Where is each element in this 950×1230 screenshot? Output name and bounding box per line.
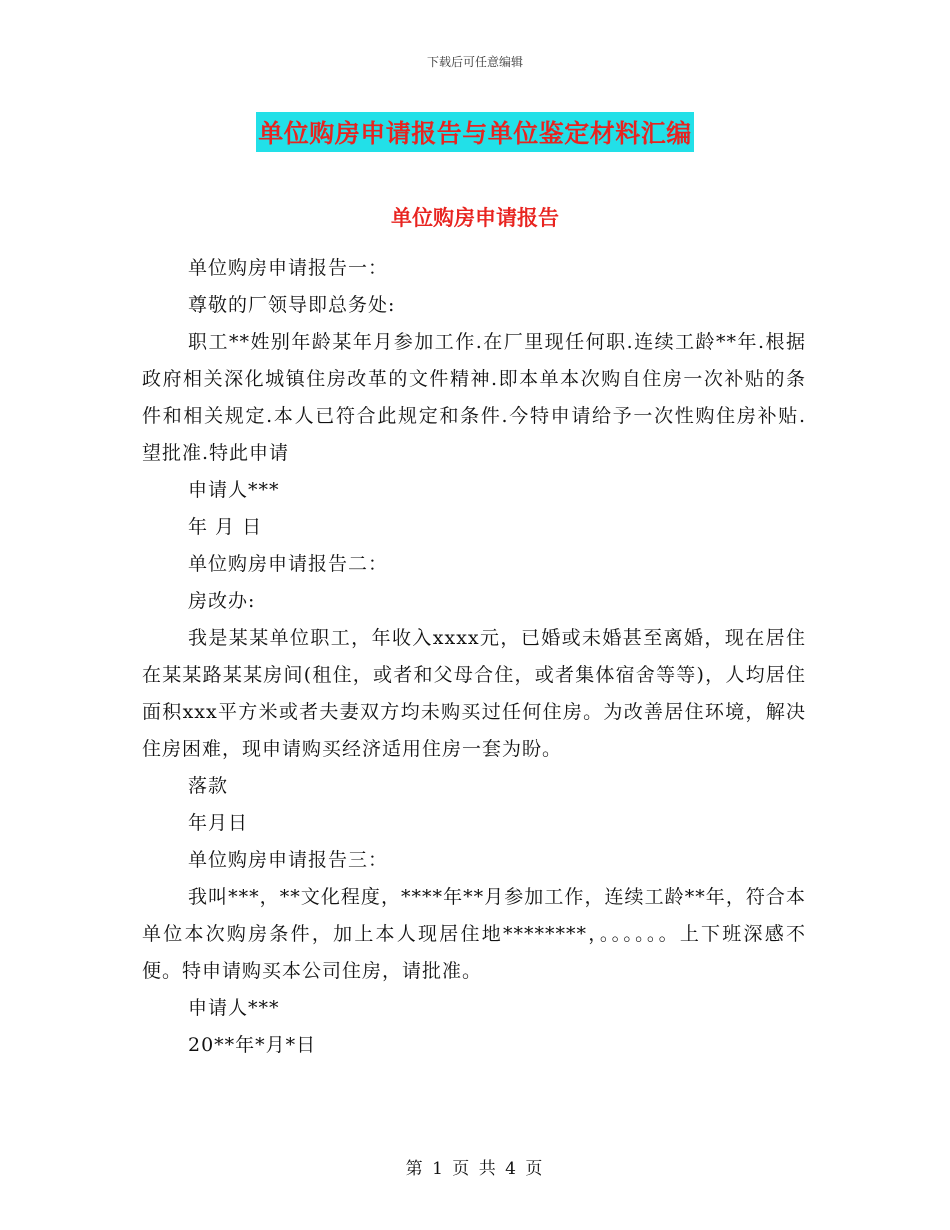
document-body	[142, 250, 806, 1064]
report-one-heading: 单位购房申请报告一：	[188, 257, 389, 279]
body-paragraph: 我是某某单位职工，年收入xxxx元，已婚或未婚甚至离婚，现在居住在某某路某某房间(租住，或者和父母合住，或者集体宿舍等等)，人均居住面积xxx平方米或者夫妻双方均未购买过任何住房。为改善居住环境，解决住房困难，现申请购买经济适用住房一套为盼。	[142, 627, 806, 760]
report-two-heading: 单位购房申请报告二：	[188, 553, 389, 575]
date-line: 年月日	[188, 812, 249, 834]
date-line: 20**年*月*日	[188, 1034, 317, 1056]
date-line: 年 月 日	[188, 516, 263, 538]
body-paragraph: 职工**姓别年龄某年月参加工作.在厂里现任何职.连续工龄**年.根据政府相关深化城镇住房改革的文件精神.即本单本次购自住房一次补贴的条件和相关规定.本人已符合此规定和条件.今特申请给予一次性购住房补贴. 望批准.特此申请	[142, 331, 806, 464]
body-paragraph: 我叫***，**文化程度，****年**月参加工作，连续工龄**年，符合本单位本次购房条件，加上本人现居住地********，。。。。。。上下班深感不便。特申请购买本公司住房，请批准。	[142, 886, 806, 982]
signature-line: 落款	[188, 775, 229, 797]
header-note: 下载后可任意编辑	[426, 55, 523, 69]
main-title: 单位购房申请报告与单位鉴定材料汇编	[256, 112, 694, 152]
applicant-line: 申请人***	[188, 997, 280, 1019]
sub-title: 单位购房申请报告	[391, 206, 559, 230]
report-three-heading: 单位购房申请报告三：	[188, 849, 389, 871]
salutation-two: 房改办:	[188, 590, 256, 612]
salutation-one: 尊敬的厂领导即总务处:	[188, 294, 396, 316]
applicant-line: 申请人***	[188, 479, 280, 501]
page-footer: 第 1 页 共 4 页	[405, 1159, 545, 1179]
main-title-wrap	[0, 112, 950, 152]
